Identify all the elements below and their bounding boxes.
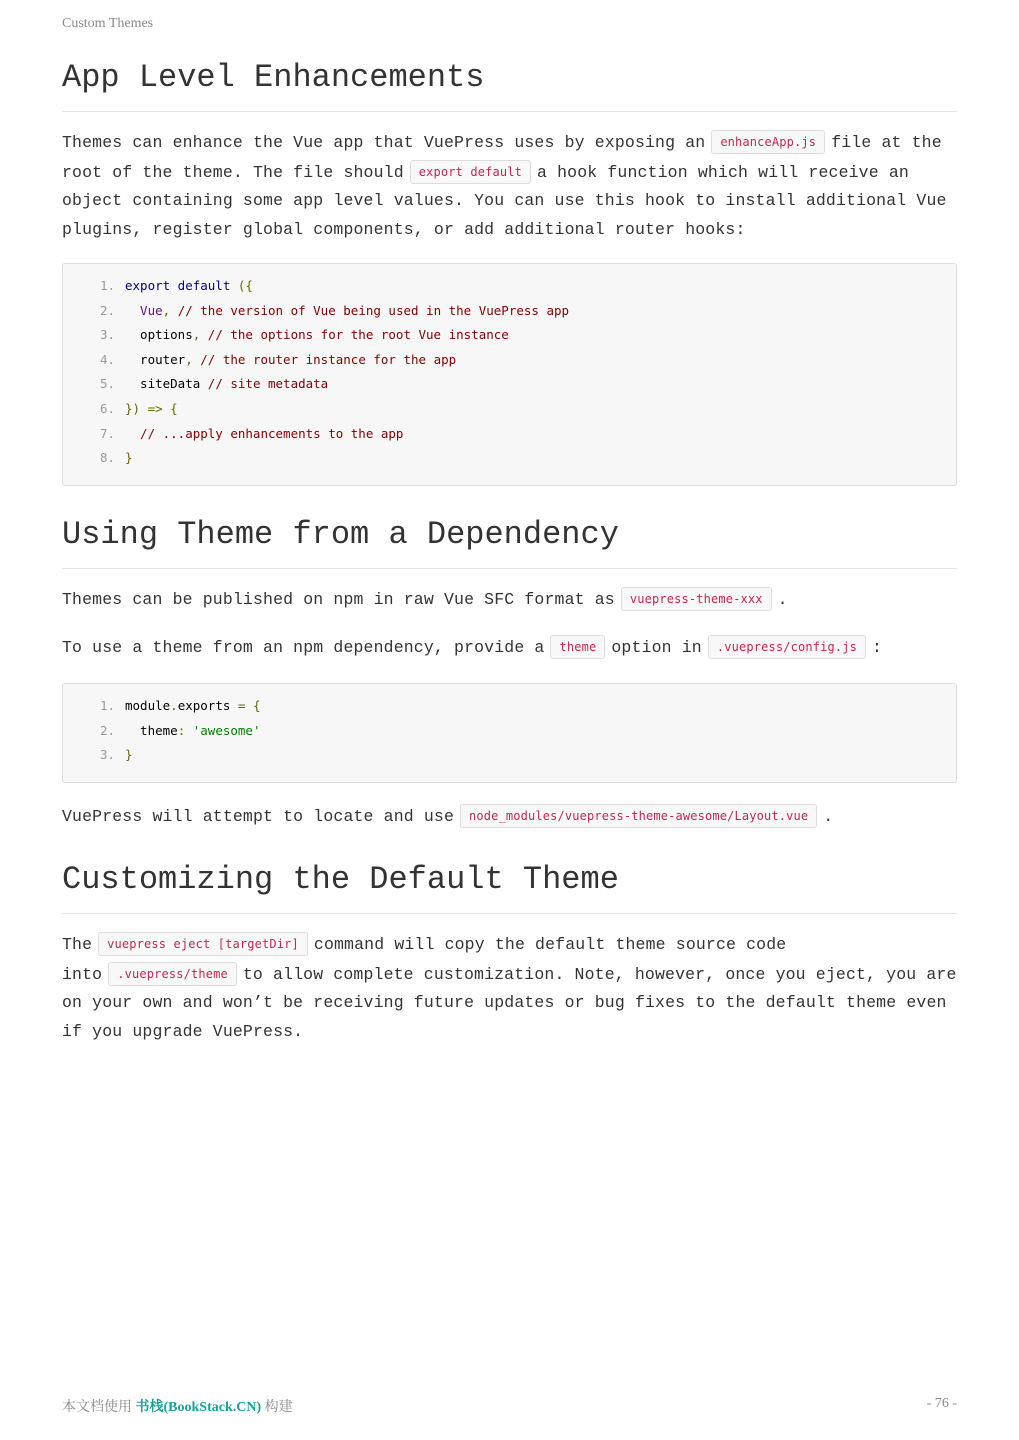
inline-code-vuepress-theme-xxx: vuepress-theme-xxx [621, 587, 772, 611]
inline-code-config-js: .vuepress/config.js [708, 635, 866, 659]
code-line: 6. }) => { [99, 400, 178, 416]
running-header: Custom Themes [62, 16, 154, 31]
paragraph-use-theme-option: To use a theme from an npm dependency, provide a theme option in .vuepress/config.js : [62, 633, 957, 663]
inline-code-vuepress-theme-dir: .vuepress/theme [108, 962, 237, 986]
footer-brand-link[interactable]: 书栈(BookStack.CN) [135, 1400, 262, 1415]
code-line: 8. } [99, 450, 133, 466]
code-line: 1. export default ({ [99, 278, 253, 293]
code-line: 3. } [99, 747, 133, 763]
paragraph-locate-layout: VuePress will attempt to locate and use node_modules/vuepress-theme-awesome/Layout.vue . [62, 802, 957, 832]
code-line: 4. router, // the router instance for the app [99, 351, 457, 367]
inline-code-layout-path: node_modules/vuepress-theme-awesome/Layout.vue [460, 804, 817, 828]
inline-code-eject-command: vuepress eject [targetDir] [98, 932, 308, 956]
paragraph-publish-npm: Themes can be published on npm in raw Vue SFC format as vuepress-theme-xxx . [62, 585, 957, 615]
page-number: - 76 - [926, 1396, 957, 1411]
section-heading-customizing-default-theme: Customizing the Default Theme [62, 860, 957, 914]
inline-code-enhanceapp: enhanceApp.js [711, 130, 825, 154]
code-line: 1. module.exports = { [99, 698, 261, 713]
code-block-enhance-app [62, 263, 957, 486]
code-line: 5. siteData // site metadata [99, 376, 329, 392]
code-line: 7. // ...apply enhancements to the app [99, 425, 404, 441]
inline-code-theme: theme [550, 635, 605, 659]
section-heading-using-theme-dependency: Using Theme from a Dependency [62, 515, 957, 569]
code-line: 2. Vue, // the version of Vue being used in the VuePress app [99, 302, 570, 318]
code-block-config [62, 683, 957, 783]
inline-code-export-default: export default [410, 160, 531, 184]
section-heading-app-level-enhancements: App Level Enhancements [62, 58, 957, 112]
paragraph-enhance-app: Themes can enhance the Vue app that VuePress uses by exposing an enhanceApp.js file at the root of the theme. The file should export default a hook function which will receive an object containing some app level values. You can use this hook to install additional Vue plugins, register global components, or add additional router hooks: [62, 128, 957, 244]
code-line: 3. options, // the options for the root Vue instance [99, 327, 509, 343]
footer-credit: 本文档使用 书栈(BookStack.CN) 构建 [62, 1400, 293, 1415]
paragraph-eject: The vuepress eject [targetDir] command will copy the default theme source code into .vuepress/theme to allow complete customization. Note, however, once you eject, you are on your own and won’t be receiving future updates or bug fixes to the default theme even if you upgrade VuePress. [62, 930, 957, 1046]
code-line: 2. theme: 'awesome' [99, 722, 261, 738]
